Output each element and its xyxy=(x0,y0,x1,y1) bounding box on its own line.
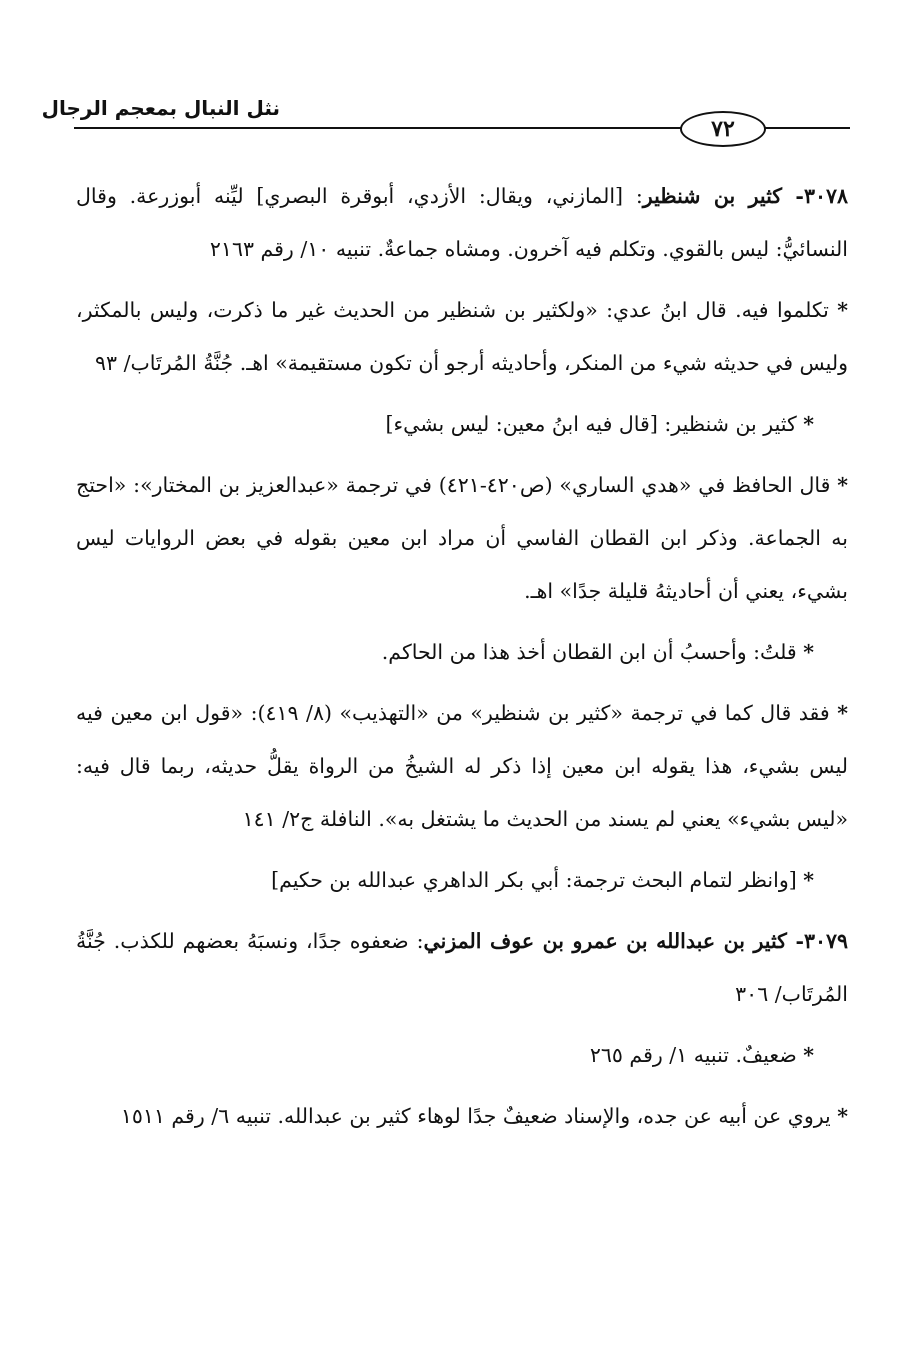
note-paragraph xyxy=(76,284,848,390)
note-paragraph xyxy=(76,1090,848,1143)
star-bullet: * xyxy=(837,1104,848,1128)
note-paragraph xyxy=(76,459,848,618)
note-paragraph xyxy=(76,398,848,451)
note-text: تكلموا فيه. قال ابنُ عدي: «ولكثير بن شنظير من الحديث غير ما ذكرت، وليس بالمكثر، وليس في حديثه شيء من المنكر، وأحاديثه أرجو أن تكون مستقيمة» اهـ. جُنَّةُ المُرتَاب/ ٩٣ xyxy=(76,298,848,375)
note-text: ضعيفٌ. تنبيه ١/ رقم ٢٦٥ xyxy=(589,1043,797,1067)
star-bullet: * xyxy=(803,1043,814,1067)
star-bullet: * xyxy=(803,640,814,664)
note-text: قال الحافظ في «هدي الساري» (ص٤٢٠-٤٢١) في ترجمة «عبدالعزيز بن المختار»: «احتج به الجماعة. وذكر ابن القطان الفاسي أن مراد ابن معين بقوله في بعض الروايات ليس بشيء، يعني أن أحاديثهُ قليلة جدًا» اهـ. xyxy=(76,473,848,603)
note-paragraph xyxy=(76,687,848,846)
page-body xyxy=(76,170,848,1151)
entry-heading: ٣٠٧٨- كثير بن شنظير xyxy=(642,184,848,208)
entry-3078 xyxy=(76,170,848,276)
note-text: [وانظر لتمام البحث ترجمة: أبي بكر الداهري عبدالله بن حكيم] xyxy=(271,868,797,892)
note-text: يروي عن أبيه عن جده، والإسناد ضعيفٌ جدًا لوهاء كثير بن عبدالله. تنبيه ٦/ رقم ١٥١١ xyxy=(120,1104,831,1128)
entry-text: : ضعفوه جدًا، ونسبَهُ بعضهم للكذب. جُنَّةُ المُرتَاب/ ٣٠٦ xyxy=(76,929,848,1006)
running-header-title: نثل النبال بمعجم الرجال xyxy=(41,96,280,120)
star-bullet: * xyxy=(837,298,848,322)
note-paragraph xyxy=(76,854,848,907)
entry-text: : [المازني، ويقال: الأزدي، أبوقرة البصري] ليِّنه أبوزرعة. وقال النسائيُّ: ليس بالقوي. وتكلم فيه آخرون. ومشاه جماعةٌ. تنبيه ١٠/ رقم ٢١٦٣ xyxy=(76,184,848,261)
entry-3079 xyxy=(76,915,848,1021)
note-text: فقد قال كما في ترجمة «كثير بن شنظير» من «التهذيب» (٨/ ٤١٩): «قول ابن معين فيه ليس بشيء، هذا يقوله ابن معين إذا ذكر له الشيخُ من الرواة يقلُّ حديثه، ربما قال فيه: «ليس بشيء» يعني لم يسند من الحديث ما يشتغل به». النافلة ج٢/ ١٤١ xyxy=(76,701,848,831)
note-text: كثير بن شنظير: [قال فيه ابنُ معين: ليس بشيء] xyxy=(385,412,797,436)
note-paragraph xyxy=(76,626,848,679)
note-paragraph xyxy=(76,1029,848,1082)
entry-heading: ٣٠٧٩- كثير بن عبدالله بن عمرو بن عوف المزني xyxy=(423,929,849,953)
page-number: ٧٢ xyxy=(680,111,766,147)
note-text: قلتُ: وأحسبُ أن ابن القطان أخذ هذا من الحاكم. xyxy=(381,640,797,664)
star-bullet: * xyxy=(837,701,848,725)
star-bullet: * xyxy=(803,412,814,436)
star-bullet: * xyxy=(803,868,814,892)
star-bullet: * xyxy=(837,473,848,497)
